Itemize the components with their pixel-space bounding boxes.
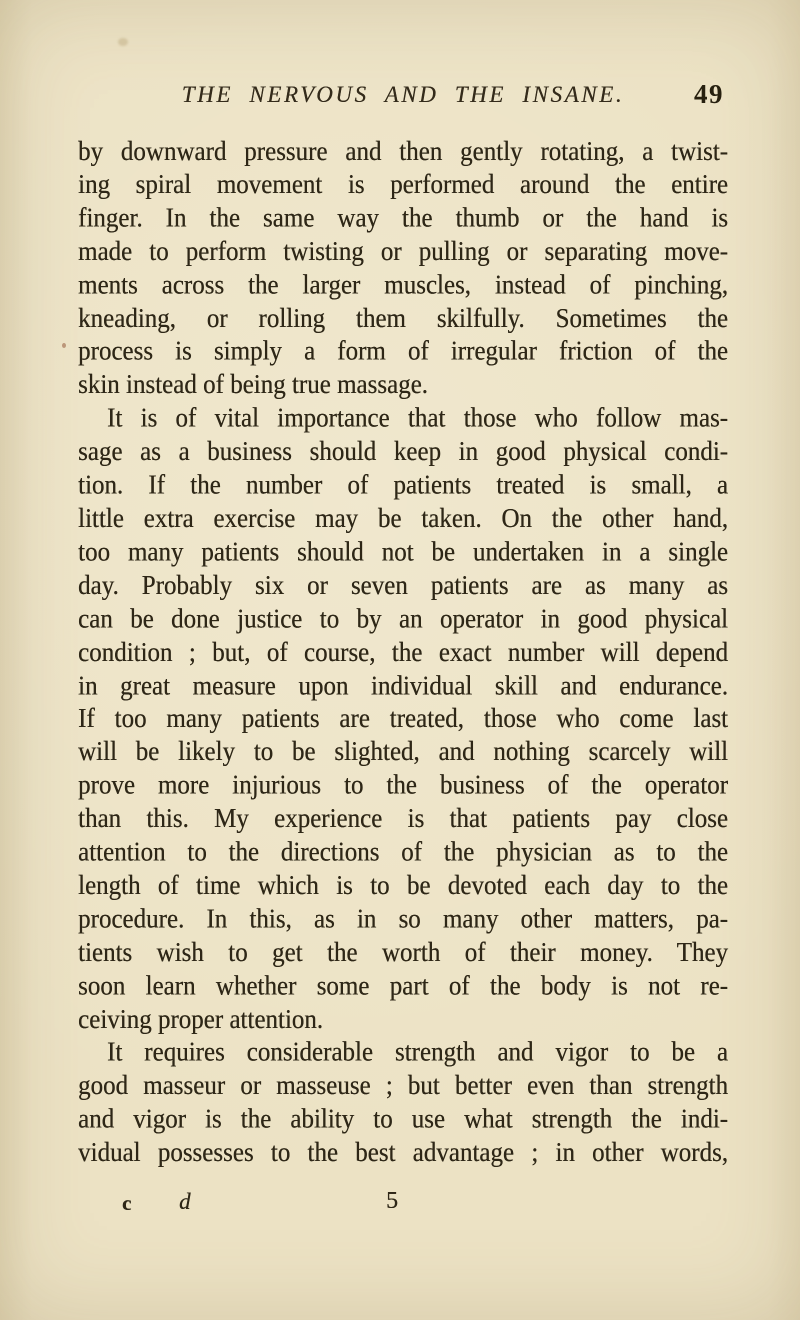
paper-smudge xyxy=(118,38,128,46)
text-line: ing spiral movement is performed around the entire xyxy=(78,170,728,200)
text-line: good masseur or masseuse ; but better even than strength xyxy=(78,1071,728,1101)
page-title: THE NERVOUS AND THE INSANE. xyxy=(181,82,625,107)
text-line: by downward pressure and then gently rotating, a twist- xyxy=(78,137,728,167)
text-line: finger. In the same way the thumb or the hand is xyxy=(78,203,728,233)
text-line: than this. My experience is that patients pay close xyxy=(78,804,728,834)
text-line: and vigor is the ability to use what strength the indi- xyxy=(78,1105,728,1135)
page-footer xyxy=(78,1188,728,1222)
text-line: will be likely to be slighted, and nothing scarcely will xyxy=(78,737,728,768)
text-line: If too many patients are treated, those who come last xyxy=(78,704,728,734)
text-line: soon learn whether some part of the body is not re- xyxy=(78,971,728,1001)
text-line: length of time which is to be devoted each day to the xyxy=(78,871,728,901)
text-line: too many patients should not be undertaken in a single xyxy=(78,537,728,567)
paragraph-3 xyxy=(78,1037,728,1171)
running-header xyxy=(78,79,728,114)
text-line: can be done justice to by an operator in good physical xyxy=(78,604,728,634)
text-line: tion. If the number of patients treated is small, a xyxy=(78,470,728,501)
text-line: It is of vital importance that those who follow mas- xyxy=(107,404,728,434)
text-line: kneading, or rolling them skilfully. Sometimes the xyxy=(78,303,728,334)
text-line: made to perform twisting or pulling or separating move- xyxy=(78,237,728,267)
text-line: ments across the larger muscles, instead of pinching, xyxy=(78,270,728,300)
text-line: in great measure upon individual skill and endurance. xyxy=(78,671,728,701)
text-line: little extra exercise may be taken. On the other hand, xyxy=(78,504,728,534)
text-line: procedure. In this, as in so many other matters, pa- xyxy=(78,904,728,934)
text-line: prove more injurious to the business of the operator xyxy=(78,771,728,801)
paragraph-2 xyxy=(78,403,728,1037)
text-line: day. Probably six or seven patients are as many as xyxy=(78,571,728,601)
text-line: ceiving proper attention. xyxy=(78,1004,324,1035)
text-line: sage as a business should keep in good physical condi- xyxy=(78,437,728,467)
sheet-number: 5 xyxy=(386,1188,398,1214)
text-line: tients wish to get the worth of their money. They xyxy=(78,938,728,968)
printer-signature-mark-d: d xyxy=(179,1189,191,1214)
text-line: skin instead of being true massage. xyxy=(78,370,428,400)
text-line: vidual possesses to the best advantage ; in other words, xyxy=(78,1138,728,1168)
body-text xyxy=(78,136,728,1171)
text-line: condition ; but, of course, the exact number will depend xyxy=(78,637,728,667)
paragraph-1 xyxy=(78,136,728,403)
text-line: attention to the directions of the physician as to the xyxy=(78,838,728,868)
text-line: process is simply a form of irregular friction of the xyxy=(78,337,728,367)
paper-speck xyxy=(62,343,66,348)
text-line: It requires considerable strength and vigor to be a xyxy=(107,1038,728,1068)
page-number: 49 xyxy=(694,79,724,109)
printer-signature-mark-c: c xyxy=(122,1191,132,1215)
